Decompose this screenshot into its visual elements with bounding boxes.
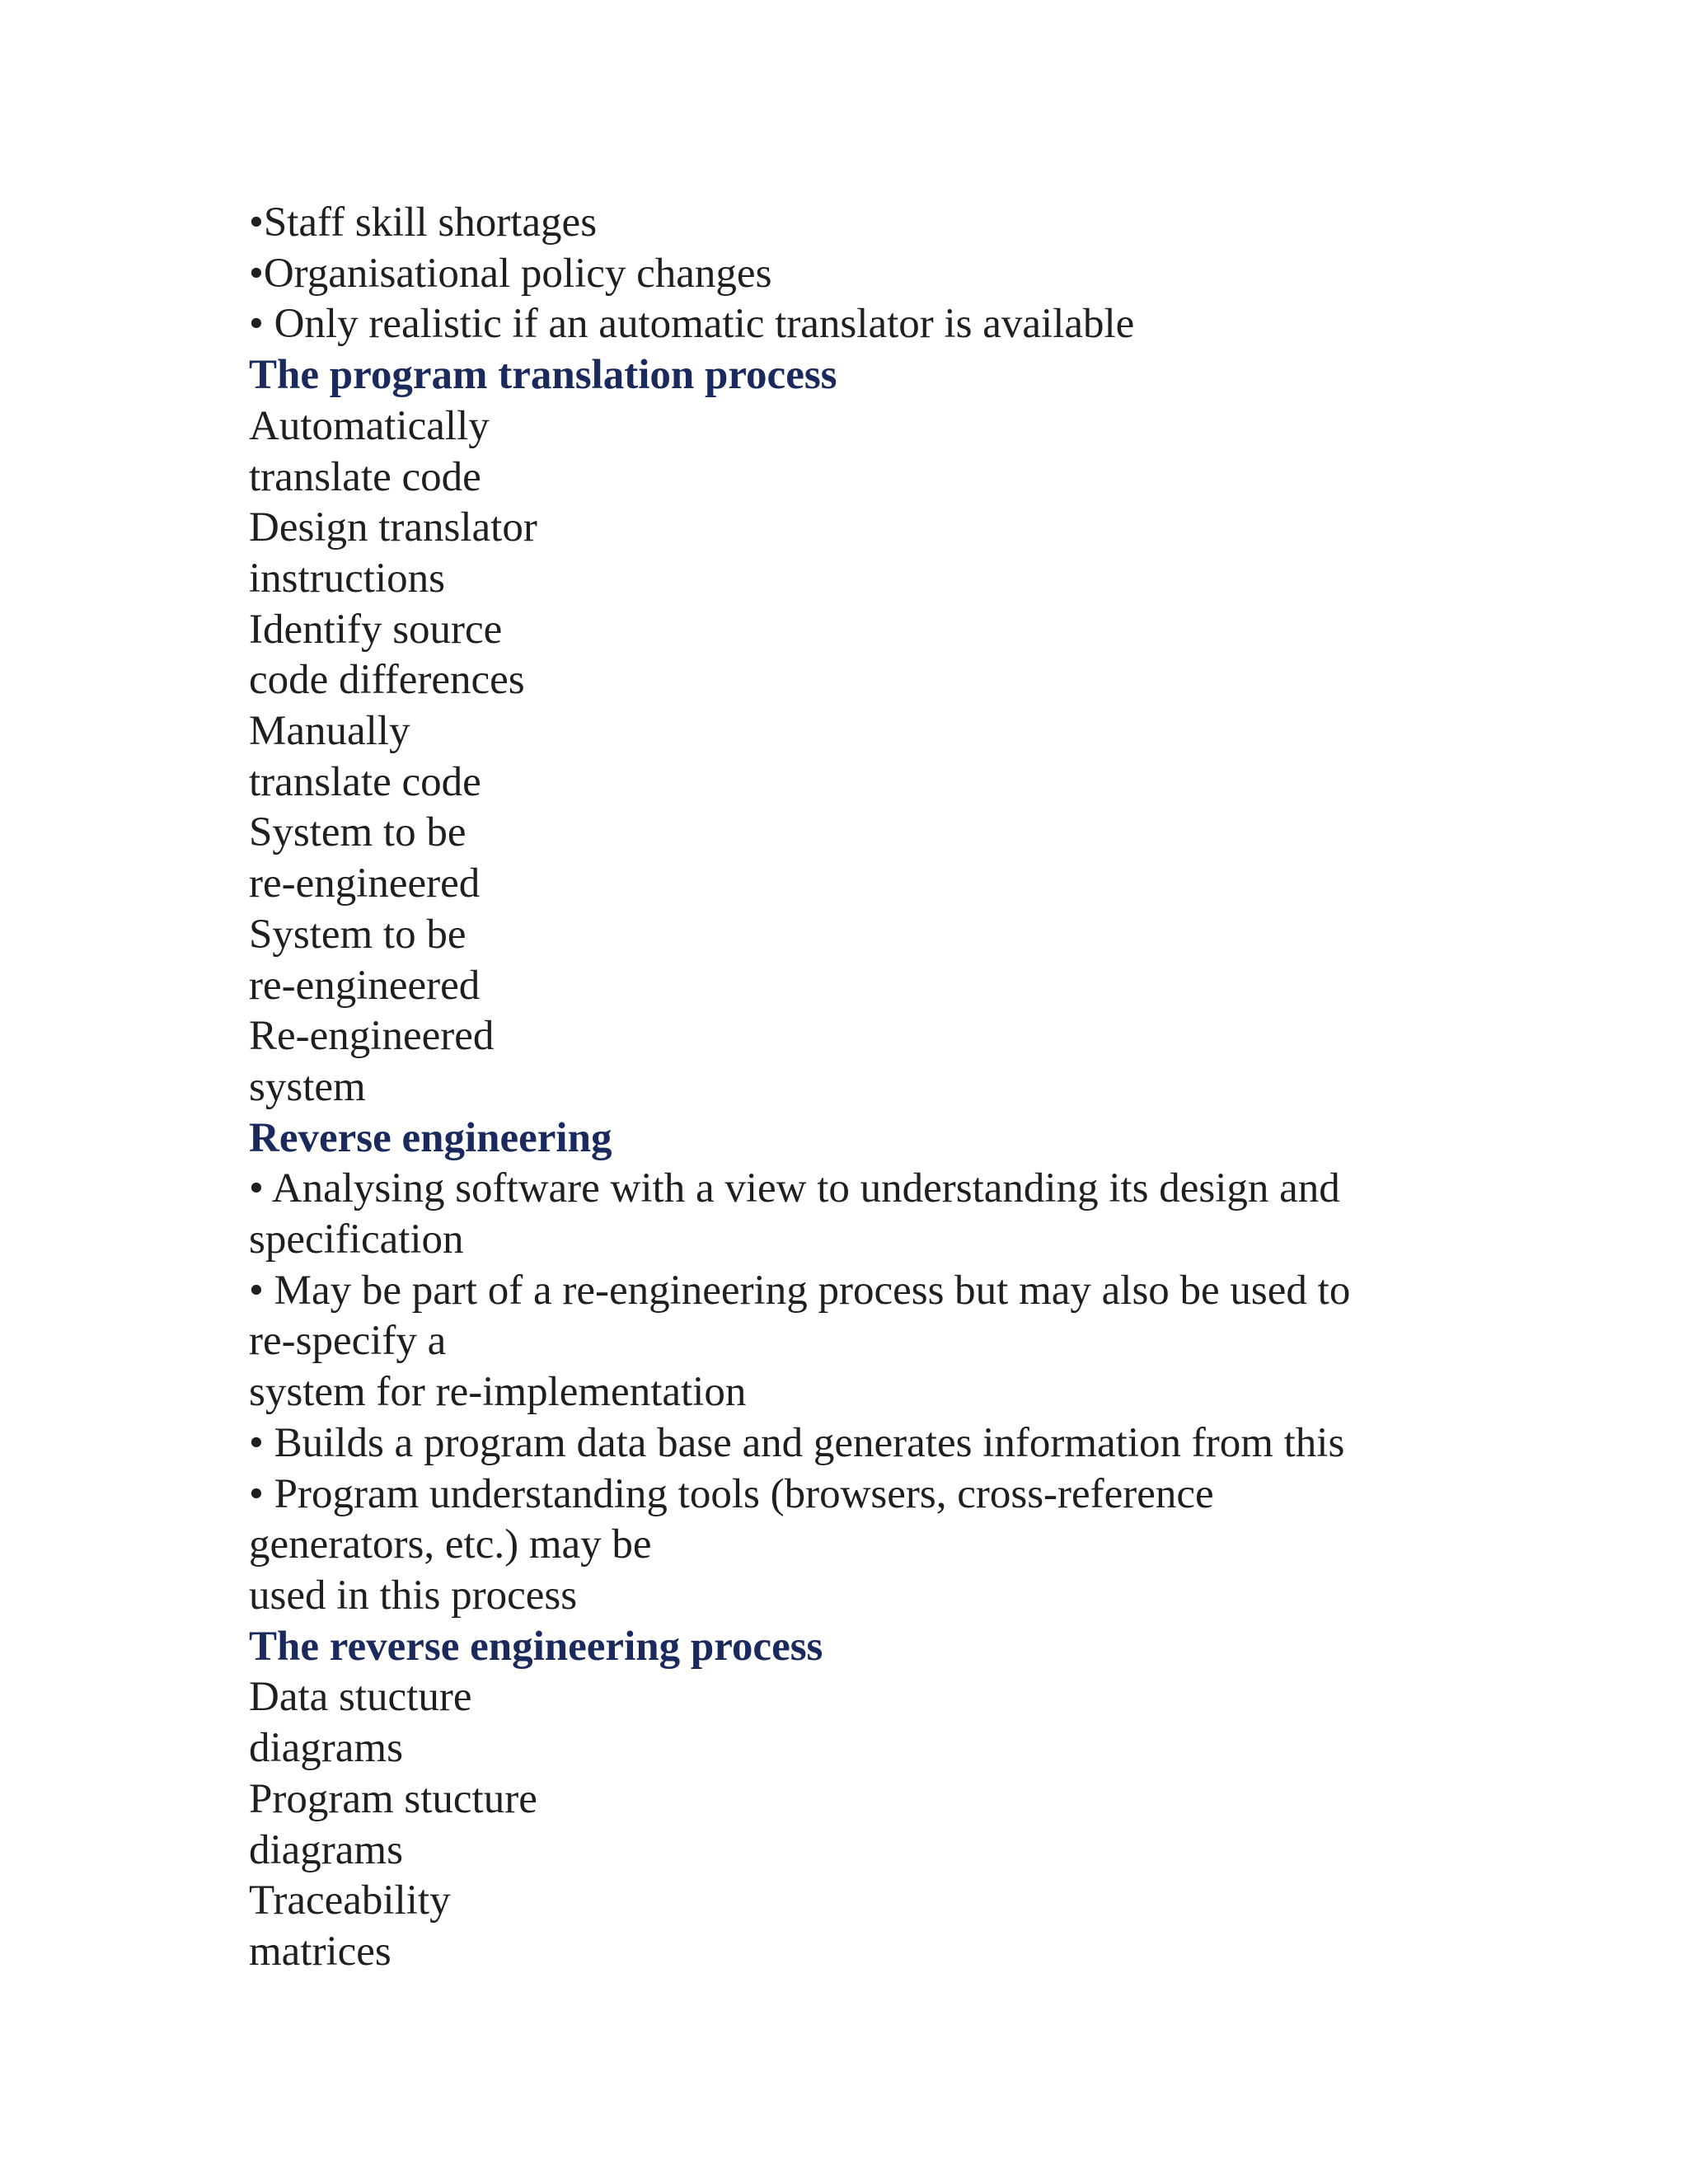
- text-line: translate code: [249, 453, 481, 500]
- text-line: • Builds a program data base and generates information from this: [249, 1419, 1345, 1466]
- text-line: Data stucture: [249, 1674, 472, 1721]
- text-line: translate code: [249, 758, 481, 805]
- text-line: re-specify a: [249, 1318, 447, 1365]
- text-line: instructions: [249, 555, 445, 602]
- text-line: re-engineered: [249, 860, 481, 907]
- section-heading-reverse-engineering-process: The reverse engineering process: [249, 1623, 823, 1670]
- text-line: System to be: [249, 809, 467, 856]
- text-line: specification: [249, 1216, 464, 1263]
- text-line: System to be: [249, 911, 467, 958]
- bullet-line: •Staff skill shortages: [249, 199, 598, 246]
- text-line: Program stucture: [249, 1775, 537, 1822]
- text-line: diagrams: [249, 1725, 403, 1772]
- text-line: system: [249, 1063, 366, 1110]
- text-line: re-engineered: [249, 962, 481, 1009]
- text-line: Traceability: [249, 1877, 451, 1924]
- bullet-line: • Only realistic if an automatic translator is available: [249, 301, 1135, 348]
- document-body: [249, 198, 1436, 1978]
- text-line: Re-engineered: [249, 1013, 495, 1060]
- text-line: Manually: [249, 708, 410, 755]
- text-line: system for re-implementation: [249, 1369, 747, 1416]
- text-line: Automatically: [249, 402, 490, 449]
- text-line: • Analysing software with a view to understanding its design and: [249, 1165, 1340, 1212]
- text-line: generators, etc.) may be: [249, 1521, 652, 1568]
- text-line: diagrams: [249, 1826, 403, 1873]
- text-line: • Program understanding tools (browsers, cross-reference: [249, 1470, 1214, 1517]
- text-line: Design translator: [249, 504, 537, 551]
- section-heading-reverse-engineering: Reverse engineering: [249, 1114, 612, 1161]
- text-line: Identify source: [249, 606, 503, 653]
- text-line: code differences: [249, 657, 525, 704]
- text-line: used in this process: [249, 1572, 578, 1619]
- text-line: matrices: [249, 1928, 392, 1975]
- text-line: • May be part of a re-engineering process but may also be used to: [249, 1267, 1351, 1314]
- section-heading-program-translation: The program translation process: [249, 352, 837, 399]
- bullet-line: •Organisational policy changes: [249, 250, 772, 297]
